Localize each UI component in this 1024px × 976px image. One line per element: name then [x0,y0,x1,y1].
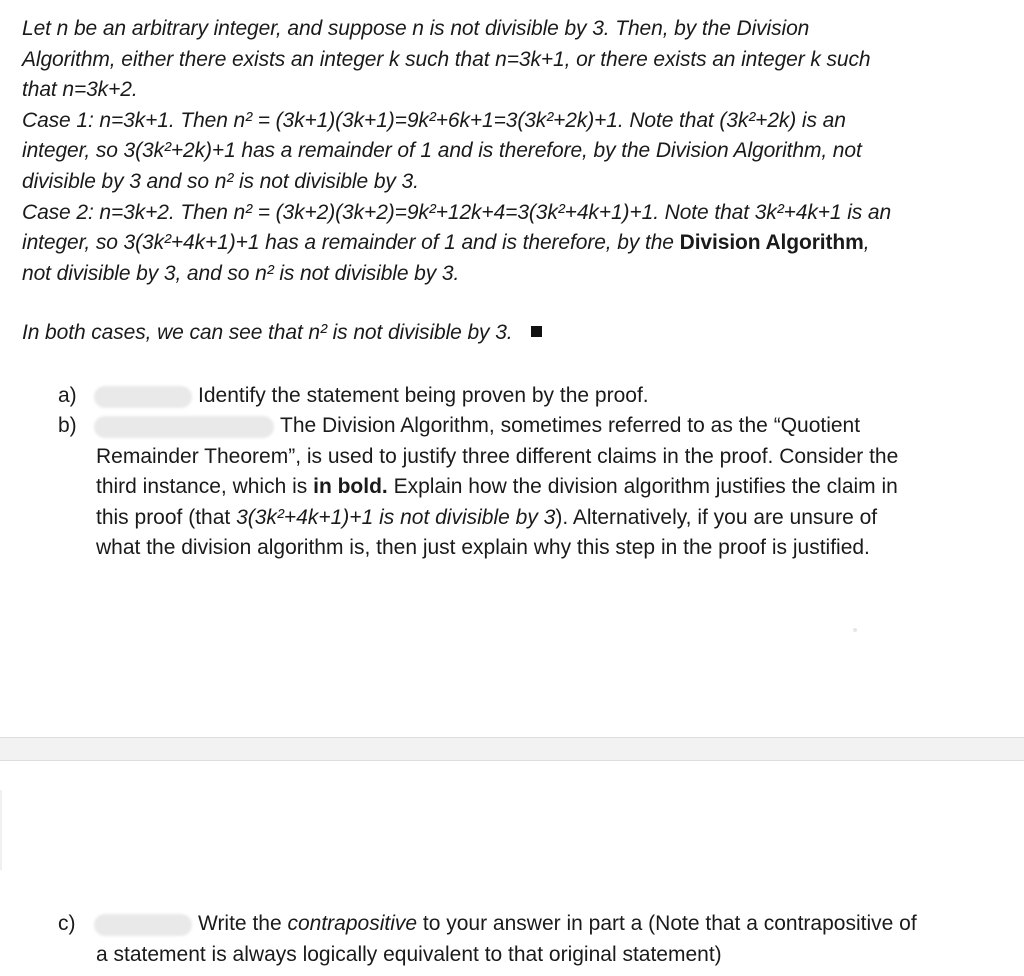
question-c [58,909,998,970]
proof-conclusion [22,318,1012,349]
question-b-line-4-end: ). Alternatively, if you are unsure of [555,505,878,529]
case2-line-2: integer, so 3(3k²+4k+1)+1 has a remainder of 1 and is therefore, by the [22,231,680,255]
claim-italic: 3(3k²+4k+1)+1 is not divisible by 3 [236,505,556,529]
case1-line-3: divisible by 3 and so n² is not divisible by 3. [22,169,419,193]
intro-line-1: Let n be an arbitrary integer, and suppose n is not divisible by 3. Then, by the Division [22,17,810,40]
case1-line-2: integer, so 3(3k²+2k)+1 has a remainder of 1 and is therefore, by the Division Algorithm, not [22,139,862,163]
question-b-line-1: The Division Algorithm, sometimes referred to as the “Quotient [280,414,861,437]
division-algorithm-bold: Division Algorithm [679,231,864,255]
question-b-line-5: what the division algorithm is, then just explain why this step in the proof is justified. [96,536,870,560]
proof-text [22,14,1012,349]
question-b-label: b) [58,414,77,437]
left-edge-mark [0,790,2,870]
conclusion-text: In both cases, we can see that n² is not divisible by 3. [22,321,513,345]
question-b-body [96,442,998,564]
proof-case-2 [22,198,1012,290]
case2-line-3: not divisible by 3, and so n² is not divisible by 3. [22,261,460,285]
question-b [58,411,998,564]
case2-line-1: Case 2: n=3k+2. Then n² = (3k+2)(3k+2)=9k²+12k+4=3(3k²+4k+1)+1. Note that 3k²+4k+1 is an [22,200,892,224]
qed-square-icon [531,326,542,337]
intro-line-2: Algorithm, either there exists an integer k such that n=3k+1, or there exists an integer k such [22,47,871,71]
question-c-label: c) [58,912,76,935]
redacted-points-c [94,914,192,936]
question-a-text: Identify the statement being proven by the proof. [198,384,649,407]
question-c-line-1-end: to your answer in part a (Note that a contrapositive of [417,912,917,935]
intro-line-3: that n=3k+2. [22,78,138,102]
section-divider [0,737,1024,761]
redacted-points-b [94,416,274,438]
question-a-label: a) [58,384,77,407]
case2-line-2-end: , [863,231,870,255]
question-c-line-1-start: Write the [198,912,288,935]
question-a [58,381,998,412]
proof-intro [22,14,1012,106]
question-b-line-3: third instance, which is [96,475,314,499]
case1-line-1: Case 1: n=3k+1. Then n² = (3k+1)(3k+1)=9k²+6k+1=3(3k²+2k)+1. Note that (3k²+2k) is an [22,108,846,132]
question-c-line-2: a statement is always logically equivalent to that original statement) [96,942,722,966]
in-bold-text: in bold. [313,475,388,499]
question-b-line-2: Remainder Theorem”, is used to justify three different claims in the proof. Consider the [96,444,899,468]
redacted-points-a [94,386,192,408]
stray-dot [853,628,857,632]
contrapositive-italic: contrapositive [287,912,418,935]
question-c-line-1 [58,909,998,940]
question-b-line-3-end: Explain how the division algorithm justifies the claim in [387,475,898,499]
proof-case-1 [22,106,1012,198]
question-b-line-4: this proof (that [96,505,237,529]
